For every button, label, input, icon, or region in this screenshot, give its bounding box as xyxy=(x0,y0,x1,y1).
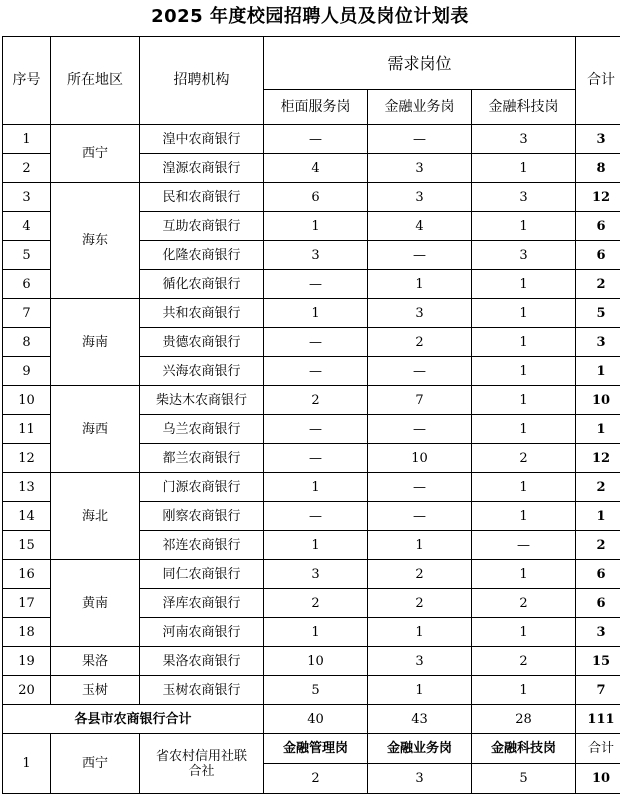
row-tech: — xyxy=(472,531,576,560)
header-total: 合计 xyxy=(576,37,620,125)
row-total: 3 xyxy=(576,328,620,357)
row-business: 3 xyxy=(368,299,472,328)
row-seq: 4 xyxy=(3,212,51,241)
row-counter: 1 xyxy=(264,531,368,560)
row-total: 10 xyxy=(576,386,620,415)
provincial-tech: 5 xyxy=(472,764,576,794)
row-org: 门源农商银行 xyxy=(140,473,264,502)
row-org: 化隆农商银行 xyxy=(140,241,264,270)
row-counter: — xyxy=(264,357,368,386)
row-org: 乌兰农商银行 xyxy=(140,415,264,444)
table-row xyxy=(3,676,620,705)
row-seq: 17 xyxy=(3,589,51,618)
row-counter: — xyxy=(264,502,368,531)
row-tech: 2 xyxy=(472,589,576,618)
provincial-business: 3 xyxy=(368,764,472,794)
row-business: 1 xyxy=(368,531,472,560)
row-business: — xyxy=(368,473,472,502)
row-tech: 2 xyxy=(472,647,576,676)
row-total: 7 xyxy=(576,676,620,705)
subtotal-business: 43 xyxy=(368,705,472,734)
row-tech: 1 xyxy=(472,473,576,502)
table-row xyxy=(3,473,620,502)
row-org: 民和农商银行 xyxy=(140,183,264,212)
region-cell: 海南 xyxy=(51,299,140,386)
table-row xyxy=(3,125,620,154)
row-seq: 19 xyxy=(3,647,51,676)
subtotal-label: 各县市农商银行合计 xyxy=(3,705,264,734)
recruitment-table xyxy=(2,36,620,794)
region-cell: 海东 xyxy=(51,183,140,299)
row-tech: 1 xyxy=(472,328,576,357)
header-position-tech: 金融科技岗 xyxy=(472,90,576,125)
row-org: 柴达木农商银行 xyxy=(140,386,264,415)
row-counter: 1 xyxy=(264,473,368,502)
row-seq: 6 xyxy=(3,270,51,299)
row-business: 3 xyxy=(368,183,472,212)
row-seq: 13 xyxy=(3,473,51,502)
row-counter: — xyxy=(264,270,368,299)
table-row xyxy=(3,299,620,328)
provincial-region: 西宁 xyxy=(51,734,140,794)
subtotal-total: 111 xyxy=(576,705,620,734)
row-tech: 3 xyxy=(472,125,576,154)
row-business: — xyxy=(368,415,472,444)
row-total: 1 xyxy=(576,502,620,531)
row-total: 2 xyxy=(576,270,620,299)
region-cell: 西宁 xyxy=(51,125,140,183)
header-position-business: 金融业务岗 xyxy=(368,90,472,125)
row-seq: 11 xyxy=(3,415,51,444)
row-counter: — xyxy=(264,125,368,154)
table-row xyxy=(3,647,620,676)
region-cell: 海北 xyxy=(51,473,140,560)
row-seq: 9 xyxy=(3,357,51,386)
provincial-total-label: 合计 xyxy=(576,734,620,764)
row-tech: 1 xyxy=(472,502,576,531)
row-tech: 1 xyxy=(472,212,576,241)
row-tech: 3 xyxy=(472,183,576,212)
row-seq: 5 xyxy=(3,241,51,270)
region-cell: 果洛 xyxy=(51,647,140,676)
provincial-seq: 1 xyxy=(3,734,51,794)
row-org: 互助农商银行 xyxy=(140,212,264,241)
provincial-header-row xyxy=(3,734,620,764)
provincial-position-management: 金融管理岗 xyxy=(264,734,368,764)
row-org: 循化农商银行 xyxy=(140,270,264,299)
row-total: 1 xyxy=(576,415,620,444)
row-total: 12 xyxy=(576,444,620,473)
row-seq: 10 xyxy=(3,386,51,415)
row-total: 6 xyxy=(576,560,620,589)
row-org: 贵德农商银行 xyxy=(140,328,264,357)
row-total: 5 xyxy=(576,299,620,328)
row-tech: 1 xyxy=(472,618,576,647)
row-total: 8 xyxy=(576,154,620,183)
row-counter: 6 xyxy=(264,183,368,212)
row-org: 泽库农商银行 xyxy=(140,589,264,618)
row-tech: 3 xyxy=(472,241,576,270)
row-counter: — xyxy=(264,328,368,357)
row-org: 共和农商银行 xyxy=(140,299,264,328)
row-total: 2 xyxy=(576,531,620,560)
row-org: 果洛农商银行 xyxy=(140,647,264,676)
row-org: 刚察农商银行 xyxy=(140,502,264,531)
header-position-counter: 柜面服务岗 xyxy=(264,90,368,125)
row-org: 玉树农商银行 xyxy=(140,676,264,705)
row-counter: 3 xyxy=(264,560,368,589)
header-region: 所在地区 xyxy=(51,37,140,125)
row-counter: 5 xyxy=(264,676,368,705)
row-business: — xyxy=(368,241,472,270)
row-tech: 1 xyxy=(472,154,576,183)
provincial-position-business: 金融业务岗 xyxy=(368,734,472,764)
row-seq: 14 xyxy=(3,502,51,531)
row-total: 2 xyxy=(576,473,620,502)
row-business: 2 xyxy=(368,589,472,618)
row-business: 7 xyxy=(368,386,472,415)
header-org: 招聘机构 xyxy=(140,37,264,125)
row-business: — xyxy=(368,125,472,154)
header-demand: 需求岗位 xyxy=(264,37,576,90)
row-total: 12 xyxy=(576,183,620,212)
row-business: — xyxy=(368,357,472,386)
row-tech: 1 xyxy=(472,357,576,386)
provincial-total: 10 xyxy=(576,764,620,794)
row-seq: 2 xyxy=(3,154,51,183)
row-tech: 1 xyxy=(472,560,576,589)
row-seq: 18 xyxy=(3,618,51,647)
row-org: 都兰农商银行 xyxy=(140,444,264,473)
row-business: 3 xyxy=(368,647,472,676)
provincial-position-tech: 金融科技岗 xyxy=(472,734,576,764)
row-total: 6 xyxy=(576,241,620,270)
table-row xyxy=(3,560,620,589)
row-business: 2 xyxy=(368,328,472,357)
row-org: 祁连农商银行 xyxy=(140,531,264,560)
row-business: 1 xyxy=(368,618,472,647)
row-total: 3 xyxy=(576,125,620,154)
row-counter: 1 xyxy=(264,618,368,647)
row-seq: 16 xyxy=(3,560,51,589)
row-business: — xyxy=(368,502,472,531)
row-counter: 1 xyxy=(264,299,368,328)
row-seq: 3 xyxy=(3,183,51,212)
row-tech: 1 xyxy=(472,299,576,328)
row-counter: 2 xyxy=(264,386,368,415)
row-tech: 1 xyxy=(472,270,576,299)
row-seq: 8 xyxy=(3,328,51,357)
row-org: 兴海农商银行 xyxy=(140,357,264,386)
table-row xyxy=(3,386,620,415)
row-counter: — xyxy=(264,415,368,444)
provincial-org: 省农村信用社联合社 xyxy=(140,734,264,794)
row-seq: 1 xyxy=(3,125,51,154)
row-counter: 2 xyxy=(264,589,368,618)
row-seq: 20 xyxy=(3,676,51,705)
row-org: 河南农商银行 xyxy=(140,618,264,647)
row-tech: 1 xyxy=(472,386,576,415)
region-cell: 玉树 xyxy=(51,676,140,705)
row-total: 15 xyxy=(576,647,620,676)
row-org: 同仁农商银行 xyxy=(140,560,264,589)
row-counter: 1 xyxy=(264,212,368,241)
row-business: 2 xyxy=(368,560,472,589)
row-business: 4 xyxy=(368,212,472,241)
row-counter: 4 xyxy=(264,154,368,183)
row-total: 1 xyxy=(576,357,620,386)
row-business: 3 xyxy=(368,154,472,183)
subtotal-counter: 40 xyxy=(264,705,368,734)
table-row xyxy=(3,183,620,212)
header-seq: 序号 xyxy=(3,37,51,125)
row-business: 10 xyxy=(368,444,472,473)
region-cell: 海西 xyxy=(51,386,140,473)
row-seq: 15 xyxy=(3,531,51,560)
row-business: 1 xyxy=(368,270,472,299)
row-seq: 7 xyxy=(3,299,51,328)
subtotal-row xyxy=(3,705,620,734)
region-cell: 黄南 xyxy=(51,560,140,647)
row-tech: 1 xyxy=(472,676,576,705)
row-total: 6 xyxy=(576,589,620,618)
row-counter: — xyxy=(264,444,368,473)
row-total: 3 xyxy=(576,618,620,647)
row-org: 湟源农商银行 xyxy=(140,154,264,183)
provincial-management: 2 xyxy=(264,764,368,794)
row-seq: 12 xyxy=(3,444,51,473)
table-title: 2025 年度校园招聘人员及岗位计划表 xyxy=(151,6,469,27)
row-business: 1 xyxy=(368,676,472,705)
row-total: 6 xyxy=(576,212,620,241)
row-counter: 10 xyxy=(264,647,368,676)
subtotal-tech: 28 xyxy=(472,705,576,734)
row-tech: 1 xyxy=(472,415,576,444)
row-counter: 3 xyxy=(264,241,368,270)
row-org: 湟中农商银行 xyxy=(140,125,264,154)
row-tech: 2 xyxy=(472,444,576,473)
